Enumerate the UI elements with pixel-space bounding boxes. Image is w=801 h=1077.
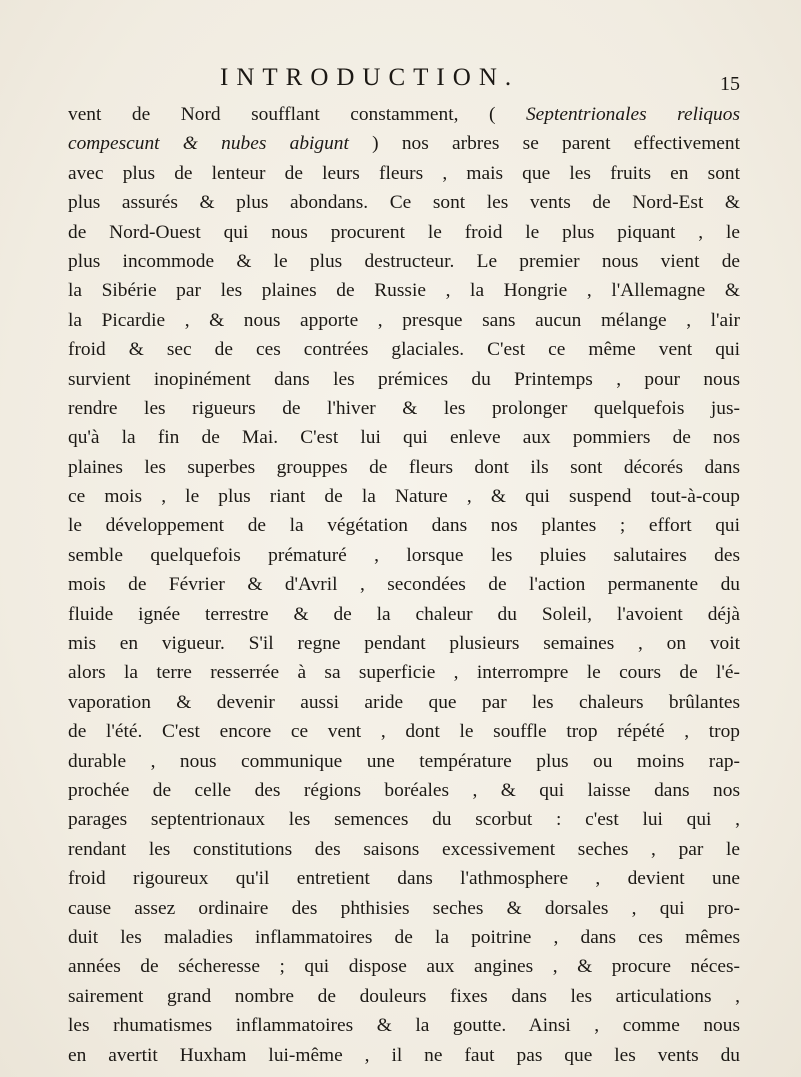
text-line <box>68 276 740 305</box>
text-line <box>68 1041 740 1070</box>
body-text <box>68 100 740 1070</box>
text-line <box>68 100 740 129</box>
text-run: avec plus de lenteur de leurs fleurs , mais que les fruits en sont <box>68 162 740 184</box>
text-run: qu'à la fin de Mai. C'est lui qui enleve aux pommiers de nos <box>68 427 740 449</box>
text-run: semble quelquefois prématuré , lorsque les pluies salutaires des <box>68 544 740 566</box>
text-run: plus incommode & le plus destructeur. Le premier nous vient de <box>68 250 740 272</box>
text-run: survient inopinément dans les prémices du Printemps , pour nous <box>68 368 740 390</box>
text-run: froid & sec de ces contrées glaciales. C'est ce même vent qui <box>68 339 740 361</box>
text-line <box>68 776 740 805</box>
text-line <box>68 600 740 629</box>
text-line <box>68 482 740 511</box>
text-line <box>68 923 740 952</box>
text-run: durable , nous communique une température plus ou moins rap- <box>68 750 740 772</box>
text-run: froid rigoureux qu'il entretient dans l'athmosphere , devient une <box>68 868 740 890</box>
text-run: le développement de la végétation dans nos plantes ; effort qui <box>68 515 740 537</box>
text-run: sairement grand nombre de douleurs fixes dans les articulations , <box>68 985 740 1007</box>
text-run: de l'été. C'est encore ce vent , dont le souffle trop répété , trop <box>68 721 740 743</box>
text-line <box>68 688 740 717</box>
text-line <box>68 247 740 276</box>
text-run: ce mois , le plus riant de la Nature , & qui suspend tout-à-coup <box>68 486 740 508</box>
text-line <box>68 423 740 452</box>
text-line <box>68 394 740 423</box>
text-run: rendre les rigueurs de l'hiver & les prolonger quelquefois jus- <box>68 397 740 419</box>
text-line <box>68 159 740 188</box>
text-run: la Sibérie par les plaines de Russie , la Hongrie , l'Allemagne & <box>68 280 740 302</box>
text-run: vent de Nord soufflant constamment, ( <box>68 104 526 125</box>
text-line <box>68 1011 740 1040</box>
text-line <box>68 894 740 923</box>
text-run: mis en vigueur. S'il regne pendant plusieurs semaines , on voit <box>68 633 740 655</box>
text-run: rendant les constitutions des saisons excessivement seches , par le <box>68 838 740 860</box>
text-line <box>68 982 740 1011</box>
page-header <box>68 64 740 98</box>
text-line <box>68 864 740 893</box>
text-line <box>68 570 740 599</box>
text-line <box>68 658 740 687</box>
running-head: INTRODUCTION. <box>220 64 520 91</box>
text-run: plaines les superbes grouppes de fleurs dont ils sont décorés dans <box>68 456 740 478</box>
text-run: mois de Février & d'Avril , secondées de l'action permanente du <box>68 574 740 596</box>
italic-quote: Septentrionales reliquos <box>525 104 740 125</box>
text-run: vaporation & devenir aussi aride que par les chaleurs brûlantes <box>68 691 740 713</box>
text-line <box>68 747 740 776</box>
italic-quote: compescunt & nubes abigunt <box>68 133 349 155</box>
text-run: les rhumatismes inflammatoires & la goutte. Ainsi , comme nous <box>68 1015 740 1037</box>
text-line <box>68 218 740 247</box>
text-run: années de sécheresse ; qui dispose aux angines , & procure néces- <box>68 956 740 978</box>
text-line <box>68 335 740 364</box>
text-run: de Nord-Ouest qui nous procurent le froid le plus piquant , le <box>68 221 740 243</box>
text-line <box>68 835 740 864</box>
text-line <box>68 365 740 394</box>
text-line <box>68 541 740 570</box>
text-run: parages septentrionaux les semences du scorbut : c'est lui qui , <box>68 809 740 831</box>
text-line <box>68 129 740 158</box>
text-run: cause assez ordinaire des phthisies seches & dorsales , qui pro- <box>68 897 740 919</box>
text-run: duit les maladies inflammatoires de la poitrine , dans ces mêmes <box>68 926 740 948</box>
text-line <box>68 629 740 658</box>
text-run: fluide ignée terrestre & de la chaleur du Soleil, l'avoient déjà <box>68 603 740 625</box>
text-line <box>68 511 740 540</box>
text-run: prochée de celle des régions boréales , & qui laisse dans nos <box>68 779 740 801</box>
text-line <box>68 952 740 981</box>
text-line <box>68 453 740 482</box>
text-run: ) nos arbres se parent effectivement <box>348 133 740 155</box>
text-run: alors la terre resserrée à sa superficie , interrompre le cours de l'é- <box>68 662 740 684</box>
page-number: 15 <box>720 73 740 95</box>
text-line <box>68 306 740 335</box>
text-line <box>68 717 740 746</box>
text-run: plus assurés & plus abondans. Ce sont les vents de Nord-Est & <box>68 192 740 214</box>
text-run: en avertit Huxham lui-même , il ne faut pas que les vents du <box>68 1044 740 1066</box>
text-line <box>68 188 740 217</box>
text-line <box>68 805 740 834</box>
text-run: la Picardie , & nous apporte , presque sans aucun mélange , l'air <box>68 309 740 331</box>
